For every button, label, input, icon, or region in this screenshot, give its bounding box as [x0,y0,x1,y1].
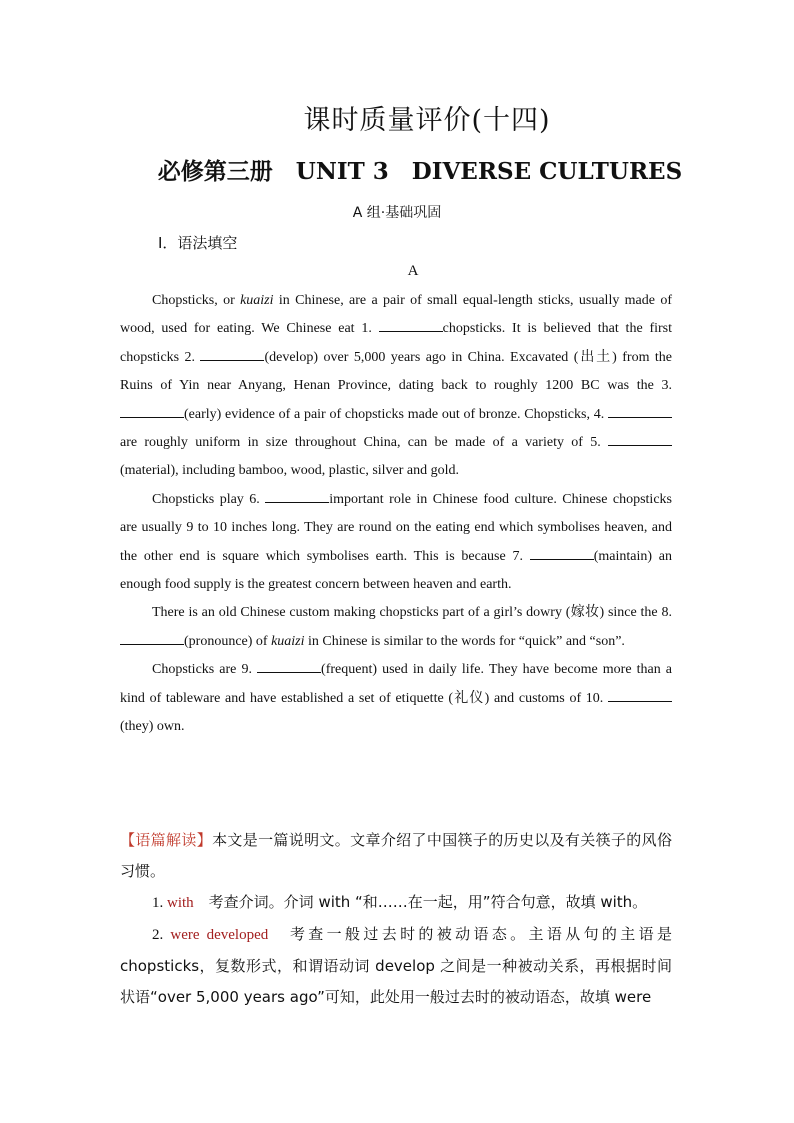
text-run: (frequent) used in daily life. They have become more than a kind of tableware and have established a set of etiquette (礼仪) and customs of 10. [120,662,672,706]
text-run: (they) own. [120,719,185,735]
answer-blank-10[interactable] [608,688,672,702]
text-run: in Chinese, are a pair of small equal-length sticks, usually made of wood, used for eating. We Chinese eat 1. [120,293,672,337]
item-number: 1. [152,895,167,911]
explanation-text: 考查介词。介词 with “和……在一起，用”符合句意，故填 with。 [193,893,648,911]
answer-blank-8[interactable] [120,631,184,645]
answer-blank-4[interactable] [608,404,672,418]
answer-blank-2[interactable] [200,347,264,361]
summary-text: 本文是一篇说明文。文章介绍了中国筷子的历史以及有关筷子的风俗习惯。 [120,831,672,880]
paragraph-3 [120,599,672,656]
text-run: Chopsticks, or [152,293,241,308]
answer-blank-7[interactable] [530,546,594,560]
answer-blank-3[interactable] [120,404,184,418]
section-heading: Ⅰ．语法填空 [158,234,238,252]
text-run: (maintain) an enough food supply is the greatest concern between heaven and earth. [120,548,672,593]
passage-summary [120,825,672,887]
italic-term: kuaizi [240,293,274,308]
item-number: 2. [152,927,171,943]
italic-term: kuaizi [271,633,305,649]
text-run: are roughly uniform in size throughout China, can be made of a variety of 5. [120,435,608,451]
answer-text: with [167,895,194,911]
explanation-block [120,825,672,1013]
answer-blank-5[interactable] [608,432,672,446]
summary-tag: 【语篇解读】 [120,831,213,849]
unit-subtitle: 必修第三册 UNIT 3 DIVERSE CULTURES [157,158,683,185]
answer-blank-9[interactable] [257,659,321,673]
text-run: (develop) over 5,000 years ago in China. Excavated (出土) from the Ruins of Yin near Anyang, Henan Province, dating back to roughly 1200 BC was the 3. [120,349,672,394]
text-run: (early) evidence of a pair of chopsticks made out of bronze. Chopsticks, 4. [184,406,608,422]
passage-letter: A [407,263,419,279]
text-run: (pronounce) of [184,633,272,649]
paragraph-2 [120,486,672,600]
passage-body [120,287,672,742]
answer-text: were developed [170,927,269,943]
group-heading: A 组·基础巩固 [352,205,442,221]
answer-blank-1[interactable] [379,318,443,332]
answer-blank-6[interactable] [265,489,329,503]
explanation-text: 考查一般过去时的被动语态。主语从句的主语是 chopsticks，复数形式，和谓语动词 develop 之间是一种被动关系，再根据时间状语“over 5,000 years ago”可知，此处用一般过去时的被动语态，故填 were [120,925,672,1006]
text-run: (material), including bamboo, wood, plastic, silver and gold. [120,463,460,479]
text-run: important role in Chinese food culture. Chinese chopsticks are usually 9 to 10 inches long. They are round on the eating end which symbolises heaven, and the other end is square which symbolises earth. This is because 7. [120,491,672,564]
paragraph-4 [120,656,672,741]
text-run: There is an old Chinese custom making chopsticks part of a girl’s dowry (嫁妆) since the 8. [152,605,672,621]
text-run: Chopsticks play 6. [152,491,266,507]
answer-explanation-1 [120,887,672,919]
text-run: chopsticks. It is believed that the first chopsticks 2. [120,321,672,365]
page-title: 课时质量评价(十四) [303,105,551,136]
text-run: Chopsticks are 9. [152,662,258,678]
text-run: in Chinese is similar to the words for “quick” and “son”. [304,633,625,649]
paragraph-1 [120,287,672,486]
answer-explanation-2 [120,919,672,1013]
